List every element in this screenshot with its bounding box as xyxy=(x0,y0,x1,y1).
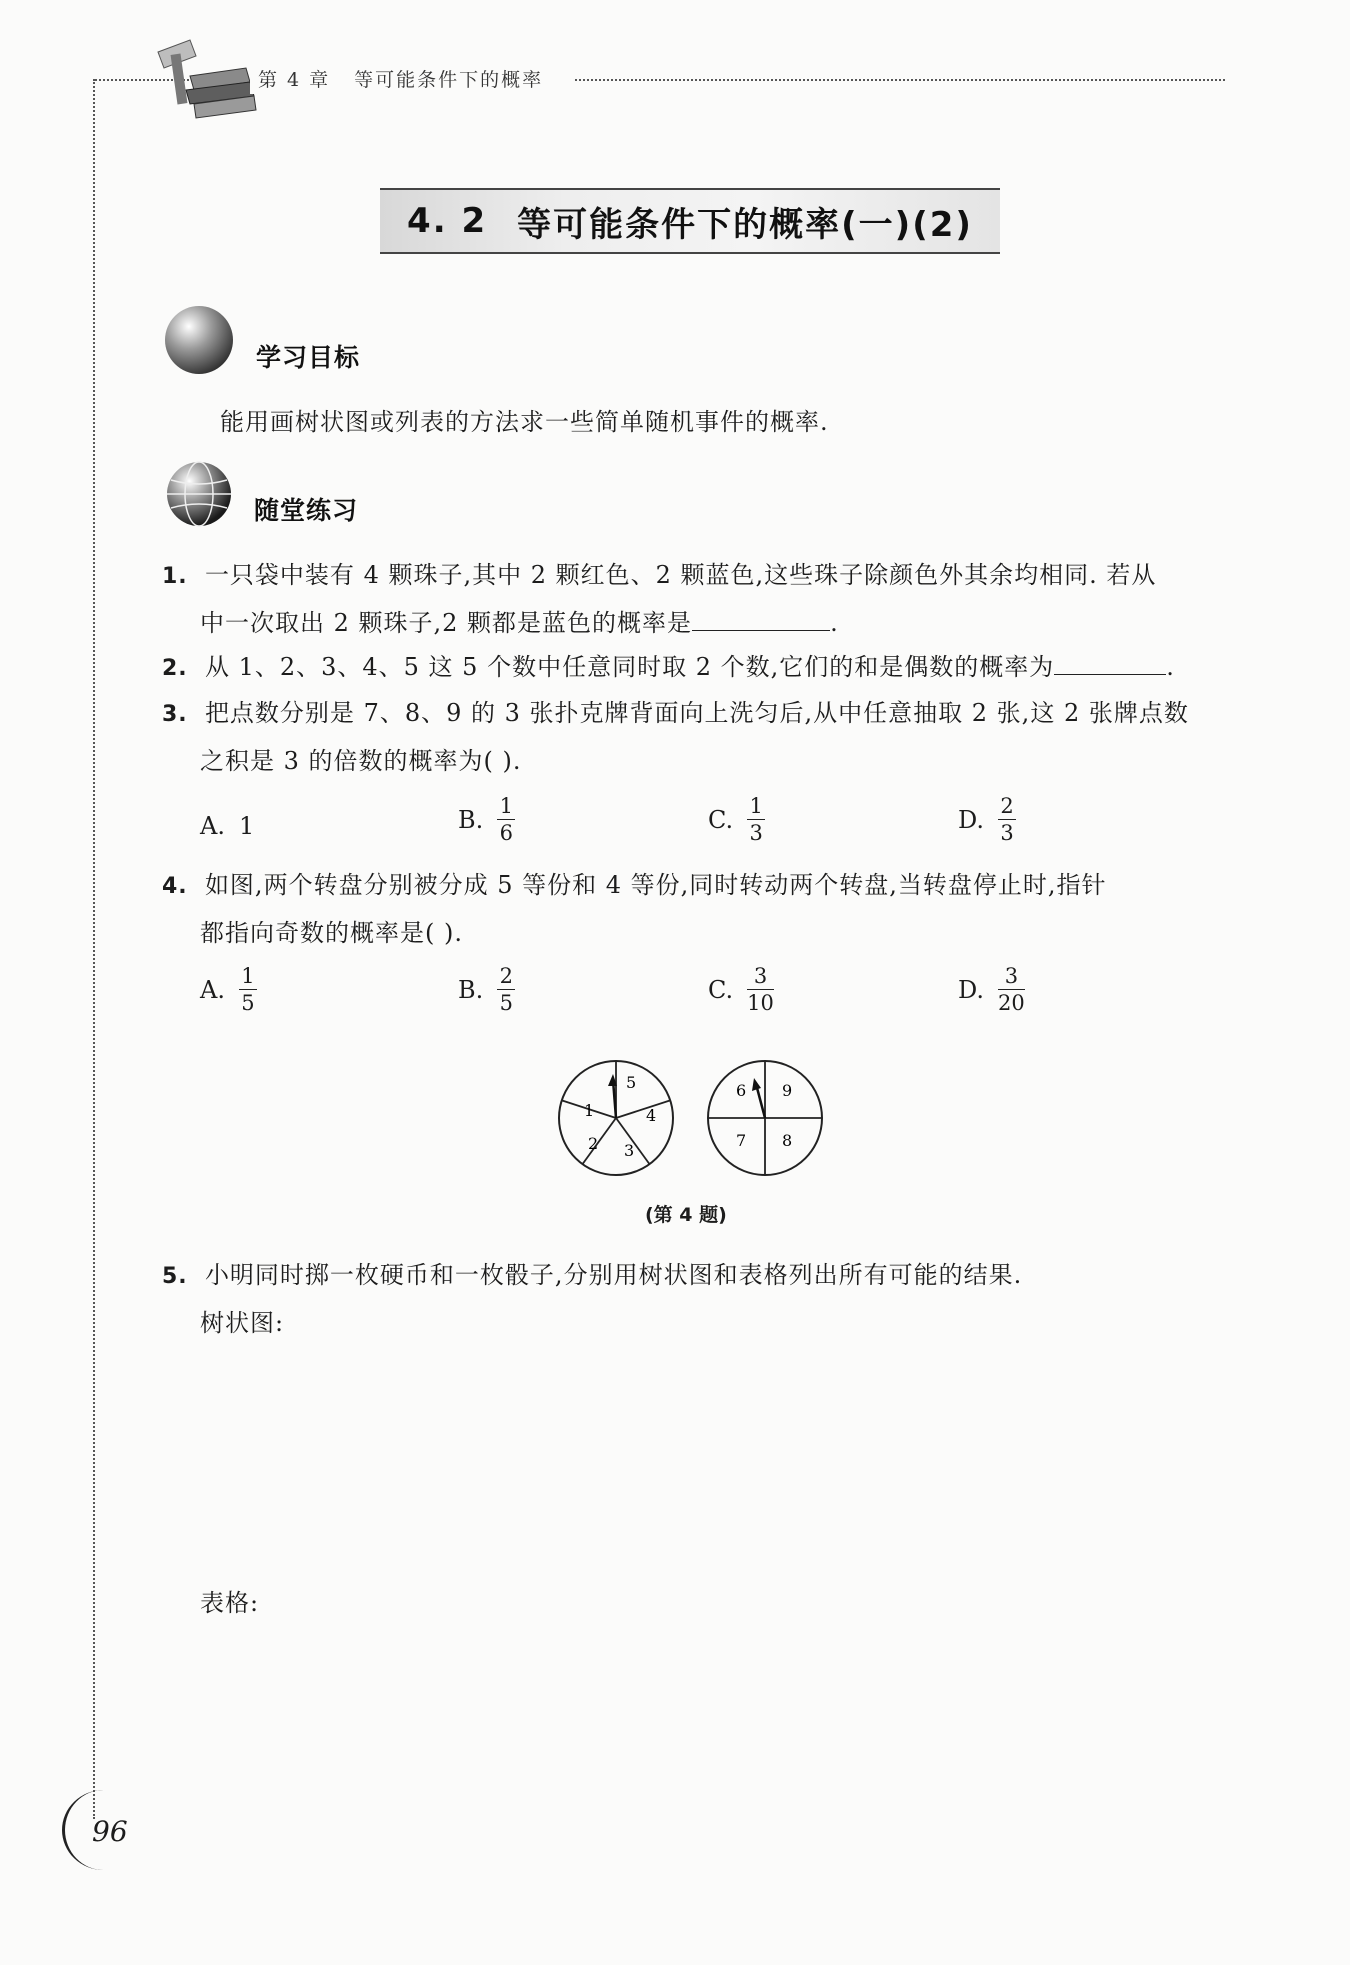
question-2-number: 2. xyxy=(162,656,188,681)
denominator: 6 xyxy=(499,821,513,845)
spinner-four-sectors xyxy=(708,1061,822,1175)
running-header xyxy=(250,66,575,94)
question-5 xyxy=(162,1252,1242,1346)
question-3-line2: 之积是 3 的倍数的概率为( ). xyxy=(200,747,522,775)
tree-diagram-label: 树状图: xyxy=(200,1309,285,1337)
spinner1-label: 3 xyxy=(624,1141,635,1160)
spinner2-label: 6 xyxy=(736,1081,747,1100)
page-frame-left xyxy=(93,79,95,1819)
question-5-number: 5. xyxy=(162,1264,188,1289)
spinner1-label: 5 xyxy=(626,1073,637,1092)
option-label: C. xyxy=(708,805,734,834)
question-4 xyxy=(162,862,1242,956)
numerator: 2 xyxy=(1000,794,1014,818)
option-label: B. xyxy=(458,805,484,834)
numerator: 2 xyxy=(499,964,513,988)
option-label: C. xyxy=(708,975,734,1004)
question-3-line1: 把点数分别是 7、8、9 的 3 张扑克牌背面向上洗匀后,从中任意抽取 2 张,这 2 张牌点数 xyxy=(204,699,1189,727)
objectives-text: 能用画树状图或列表的方法求一些简单随机事件的概率. xyxy=(220,408,829,436)
numerator: 1 xyxy=(241,964,255,988)
q3-option-b[interactable] xyxy=(458,794,515,845)
question-3 xyxy=(162,690,1242,784)
option-label: D. xyxy=(958,805,985,834)
table-answer-area[interactable] xyxy=(200,1640,1220,1800)
numerator: 1 xyxy=(749,794,763,818)
page-number: 96 xyxy=(92,1815,128,1848)
fraction xyxy=(497,964,515,1015)
numerator: 3 xyxy=(1004,964,1019,988)
tree-diagram-answer-area[interactable] xyxy=(200,1360,1220,1560)
objectives-heading: 学习目标 xyxy=(256,343,361,372)
question-1-line1: 一只袋中装有 4 颗珠子,其中 2 颗红色、2 颗蓝色,这些珠子除颜色外其余均相同. 若从 xyxy=(204,561,1157,589)
denominator: 3 xyxy=(749,821,763,845)
spinner2-label: 9 xyxy=(782,1081,793,1100)
denominator: 3 xyxy=(1000,821,1014,845)
q3-option-a[interactable] xyxy=(200,812,254,840)
question-3-number: 3. xyxy=(162,702,188,727)
denominator: 10 xyxy=(747,991,774,1015)
sphere-icon xyxy=(165,306,233,374)
option-label: A. xyxy=(200,975,225,1004)
q4-option-b[interactable] xyxy=(458,964,515,1015)
question-4-line2: 都指向奇数的概率是( ). xyxy=(200,919,463,947)
spinner1-label: 1 xyxy=(584,1101,595,1120)
practice-heading: 随堂练习 xyxy=(254,496,359,525)
q4-option-d[interactable] xyxy=(958,964,1025,1015)
spinner2-label: 8 xyxy=(782,1131,793,1150)
figure-caption: (第 4 题) xyxy=(645,1204,727,1226)
option-value: 1 xyxy=(238,812,255,840)
question-2-line1: 从 1、2、3、4、5 这 5 个数中任意同时取 2 个数,它们的和是偶数的概率为 xyxy=(204,653,1055,681)
fraction xyxy=(747,794,765,845)
q3-option-c[interactable] xyxy=(708,794,765,845)
question-2 xyxy=(162,644,1242,692)
fraction xyxy=(998,794,1016,845)
question-1-end: . xyxy=(830,609,839,637)
q3-option-d[interactable] xyxy=(958,794,1016,845)
section-title xyxy=(380,188,1000,254)
question-4-number: 4. xyxy=(162,874,188,899)
spinner2-label: 7 xyxy=(736,1131,747,1150)
section-title-text: 等可能条件下的概率(一)(2) xyxy=(517,204,973,245)
fraction xyxy=(747,964,774,1015)
question-1 xyxy=(162,552,1242,646)
header-chapter: 第 4 章 xyxy=(258,69,331,91)
answer-blank-1[interactable] xyxy=(692,600,830,631)
numerator: 1 xyxy=(499,794,513,818)
section-number: 4. 2 xyxy=(407,201,488,241)
option-label: D. xyxy=(958,975,985,1004)
option-label: A. xyxy=(200,812,225,840)
question-1-line2: 中一次取出 2 颗珠子,2 颗都是蓝色的概率是 xyxy=(200,609,693,637)
fraction xyxy=(497,794,515,845)
spinner1-label: 4 xyxy=(646,1106,657,1125)
option-label: B. xyxy=(458,975,484,1004)
header-chapter-title: 等可能条件下的概率 xyxy=(354,69,544,91)
question-1-number: 1. xyxy=(162,564,188,589)
fraction xyxy=(998,964,1025,1015)
spinner1-label: 2 xyxy=(588,1134,599,1153)
question-2-end: . xyxy=(1166,653,1175,681)
answer-blank-2[interactable] xyxy=(1054,644,1166,675)
numerator: 3 xyxy=(753,964,768,988)
books-logo-icon xyxy=(150,32,260,122)
table-label: 表格: xyxy=(200,1589,260,1617)
denominator: 20 xyxy=(998,991,1025,1015)
denominator: 5 xyxy=(241,991,255,1015)
globe-icon xyxy=(165,460,233,528)
question-4-line1: 如图,两个转盘分别被分成 5 等份和 4 等份,同时转动两个转盘,当转盘停止时,指针 xyxy=(204,871,1107,899)
q4-option-c[interactable] xyxy=(708,964,774,1015)
spinner-five-sectors xyxy=(559,1061,673,1175)
question-5-line1: 小明同时掷一枚硬币和一枚骰子,分别用树状图和表格列出所有可能的结果. xyxy=(204,1261,1023,1289)
q4-option-a[interactable] xyxy=(200,964,257,1015)
denominator: 5 xyxy=(499,991,513,1015)
fraction xyxy=(239,964,257,1015)
spinner-figure xyxy=(550,1058,830,1188)
